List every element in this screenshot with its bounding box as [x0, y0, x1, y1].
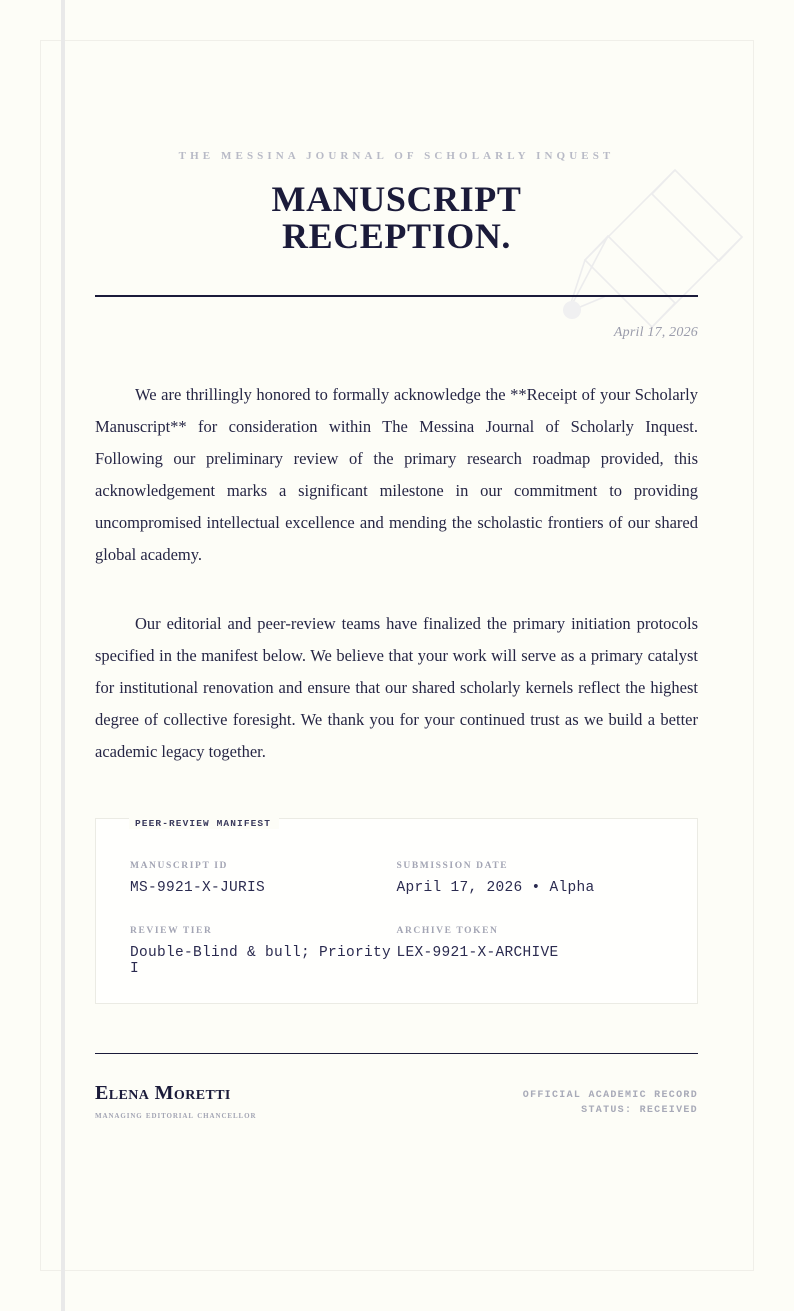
journal-eyebrow: THE MESSINA JOURNAL OF SCHOLARLY INQUEST: [178, 150, 615, 162]
record-status-block: [523, 1082, 698, 1118]
field-value: LEX-9921-X-ARCHIVE: [396, 944, 559, 961]
field-label: REVIEW TIER: [130, 925, 213, 936]
header-divider: [95, 295, 698, 297]
letter-date: April 17, 2026: [613, 324, 698, 340]
manifest-field-archive-token: [397, 926, 664, 977]
body-paragraph-1: We are thrillingly honored to formally acknowledge the **Receipt of your Scholarly Manuscript** for consideration within The Messina Journal of Scholarly Inquest. Following our preliminary review of the primary research roadmap provided, this acknowledgement marks a significant milestone in our commitment to providing uncompromised intellectual excellence and mending the scholastic frontiers of our shared global academy.: [95, 384, 698, 564]
manifest-legend: PEER-REVIEW MANIFEST: [129, 818, 279, 829]
page-margin-stripe: [61, 0, 65, 1311]
manifest-field-grid: [96, 837, 697, 977]
signer-role: managing editorial chancellor: [95, 1111, 257, 1122]
signature-block: [95, 1082, 256, 1121]
footer-divider: [95, 1053, 698, 1055]
peer-review-manifest-card: [95, 818, 698, 1004]
manifest-field-manuscript-id: [130, 861, 397, 896]
field-label: SUBMISSION DATE: [396, 860, 509, 871]
title-line-1: MANUSCRIPT: [271, 179, 522, 220]
body-paragraph-2: Our editorial and peer-review teams have finalized the primary initiation protocols specified in the manifest below. We believe that your work will serve as a primary catalyst for institutional renovation and ensure that our shared scholarly kernels reflect the highest degree of collective foresight. We thank you for your continued trust as we build a better academic legacy together.: [95, 613, 698, 761]
field-label: ARCHIVE TOKEN: [396, 925, 499, 936]
field-value: April 17, 2026 • Alpha: [396, 879, 595, 896]
title-line-2: RECEPTION.: [281, 215, 512, 256]
field-label: MANUSCRIPT ID: [130, 860, 228, 871]
letter-content: [95, 0, 698, 1121]
field-value: MS-9921-X-JURIS: [130, 879, 266, 896]
manifest-field-submission-date: [397, 861, 664, 896]
record-line-2: STATUS: RECEIVED: [581, 1105, 698, 1117]
page-title: [95, 181, 698, 254]
record-line-1: OFFICIAL ACADEMIC RECORD: [522, 1090, 698, 1102]
letter-footer: [95, 1082, 698, 1121]
field-value: Double-Blind & bull; Priority I: [130, 944, 392, 977]
manifest-field-review-tier: [130, 926, 397, 977]
signer-name: Elena Moretti: [95, 1082, 231, 1105]
